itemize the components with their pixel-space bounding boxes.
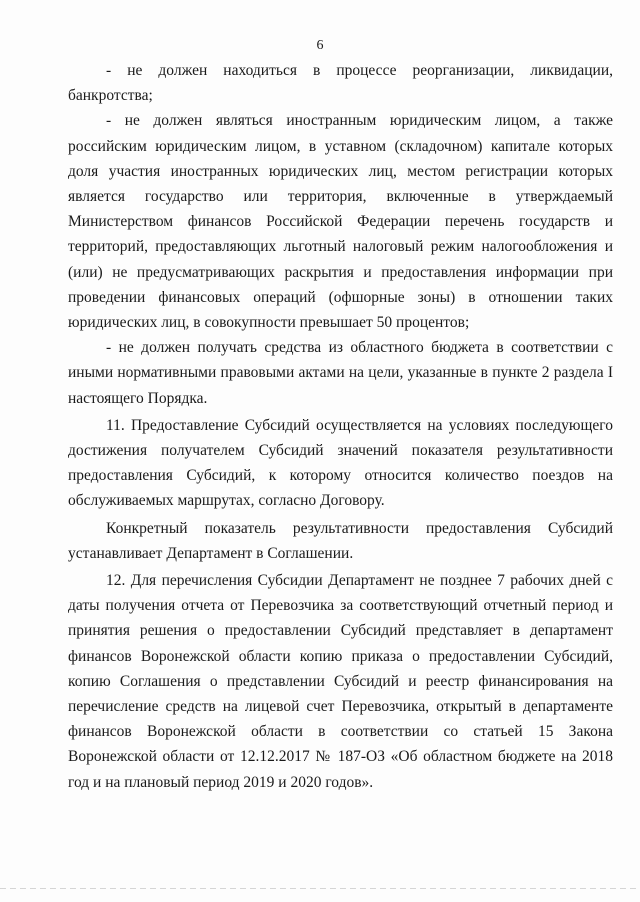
requirement-not-foreign-entity: - не должен являться иностранным юридическим лицом, а также российским юридическим лицом, в уставном (складочном) капитале которых доля участия иностранных юридических лиц, местом регистрации которых является государство или территория, включенные в утверждаемый Министерством финансов Российской Федерации перечень государств и территорий, предоставляющих льготный налоговый режим налогообложения и (или) не предусматривающих раскрытия и предоставления информации при проведении финансовых операций (офшорные зоны) в отношении таких юридических лиц, в совокупности превышает 50 процентов;	[68, 112, 613, 332]
clause-11-indicator: Конкретный показатель результативности предоставления Субсидий устанавливает Департамент в Соглашении.	[68, 519, 613, 562]
requirement-no-other-budget-funds: - не должен получать средства из областного бюджета в соответствии с иными нормативными правовыми актами на цели, указанные в пункте 2 раздела I настоящего Порядка.	[68, 339, 613, 407]
page-number: 6	[316, 38, 324, 53]
document-body	[68, 58, 613, 795]
clause-12: 12. Для перечисления Субсидии Департамент не позднее 7 рабочих дней с даты получения отчета от Перевозчика за соответствующий отчетный период и принятия решения о предоставлении Субсидий представляет в департамент финансов Воронежской области копию приказа о предоставлении Субсидий, копию Соглашения о представлении Субсидий и реестр финансирования на перечисление средств на лицевой счет Перевозчика, открытый в департаменте финансов Воронежской области в соответствии со статьей 15 Закона Воронежской области от 12.12.2017 № 187-ОЗ «Об областном бюджете на 2018 год и на плановый период 2019 и 2020 годов».	[68, 572, 613, 791]
scan-artifact-line	[0, 888, 640, 889]
clause-11: 11. Предоставление Субсидий осуществляется на условиях последующего достижения получателем Субсидий значений показателя результативности предоставления Субсидий, к которому относится количество поездов на обслуживаемых маршрутах, согласно Договору.	[68, 416, 613, 510]
requirement-no-reorganization: - не должен находиться в процессе реорганизации, ликвидации, банкротства;	[68, 62, 613, 105]
